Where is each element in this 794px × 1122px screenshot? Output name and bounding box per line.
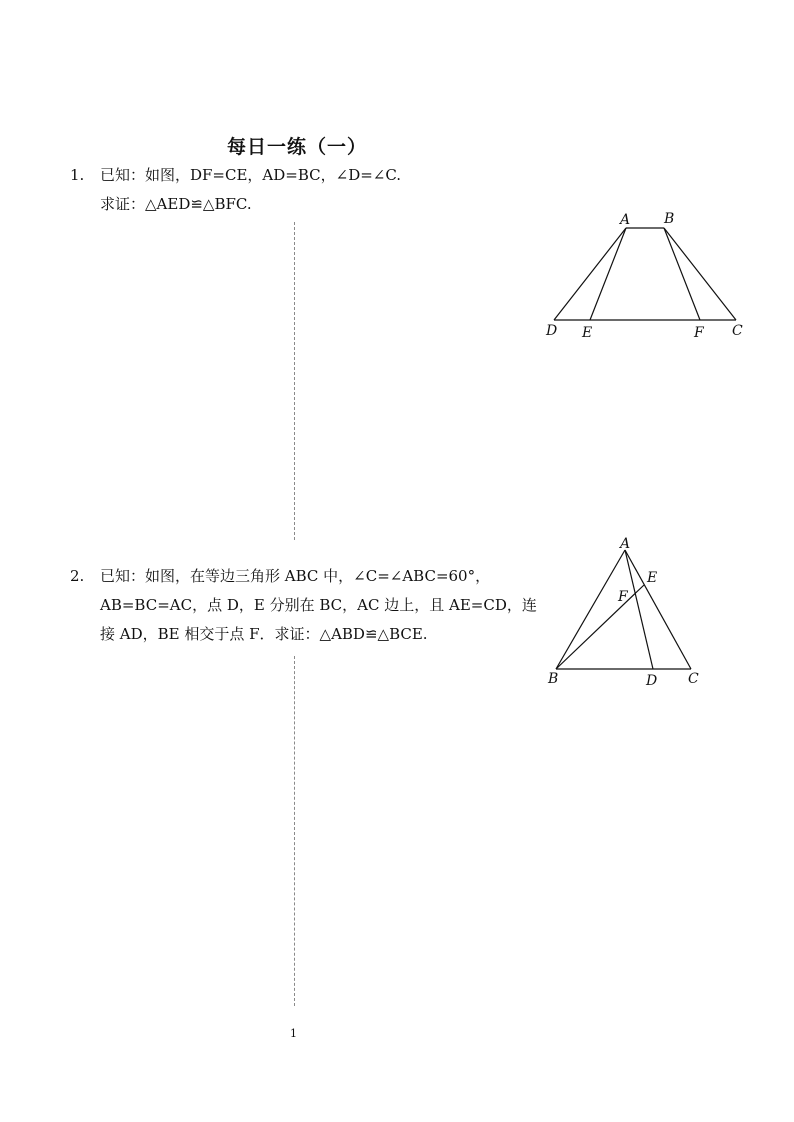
label-a: A	[620, 212, 631, 228]
problem-1-line-1: 已知：如图，DF=CE，AD=BC，∠D=∠C.	[100, 166, 402, 184]
label-a: A	[620, 536, 631, 552]
line-bc	[664, 228, 736, 320]
problem-1	[70, 161, 490, 219]
label-b: B	[548, 671, 559, 687]
label-c: C	[732, 323, 743, 339]
page-number: 1	[290, 1027, 297, 1040]
problem-1-number: 1.	[70, 166, 85, 184]
problem-1-line-2: 求证：△AED≌△BFC.	[100, 195, 252, 213]
problem-1-figure	[540, 205, 755, 345]
problem-2-line-3: 接 AD，BE 相交于点 F．求证：△ABD≌△BCE.	[100, 625, 428, 643]
problem-2-number: 2.	[70, 567, 85, 585]
problem-2-line-2: AB=BC=AC，点 D，E 分别在 BC，AC 边上，且 AE=CD，连	[100, 596, 537, 614]
equilateral-triangle-diagram	[540, 530, 715, 695]
trapezoid-diagram	[540, 205, 755, 345]
label-c: C	[688, 671, 699, 687]
label-b: B	[664, 211, 675, 227]
answer-divider-1	[294, 222, 295, 540]
line-be	[556, 585, 644, 669]
label-f: F	[694, 325, 704, 341]
problem-1-text	[100, 161, 490, 219]
label-e: E	[647, 570, 658, 586]
problem-2	[70, 562, 537, 649]
line-ab	[556, 550, 625, 669]
worksheet-title: 每日一练（一）	[226, 136, 367, 158]
problem-2-text	[100, 562, 537, 649]
problem-2-line-1: 已知：如图，在等边三角形 ABC 中，∠C=∠ABC=60°，	[100, 567, 491, 585]
label-e: E	[582, 325, 593, 341]
label-d: D	[646, 673, 658, 689]
label-f: F	[618, 589, 628, 605]
label-d: D	[546, 323, 558, 339]
answer-divider-2	[294, 656, 295, 1006]
line-bf	[664, 228, 700, 320]
line-da	[554, 228, 626, 320]
line-ae	[590, 228, 626, 320]
problem-2-figure	[540, 530, 715, 695]
line-ac	[625, 550, 691, 669]
line-ad	[625, 550, 653, 669]
